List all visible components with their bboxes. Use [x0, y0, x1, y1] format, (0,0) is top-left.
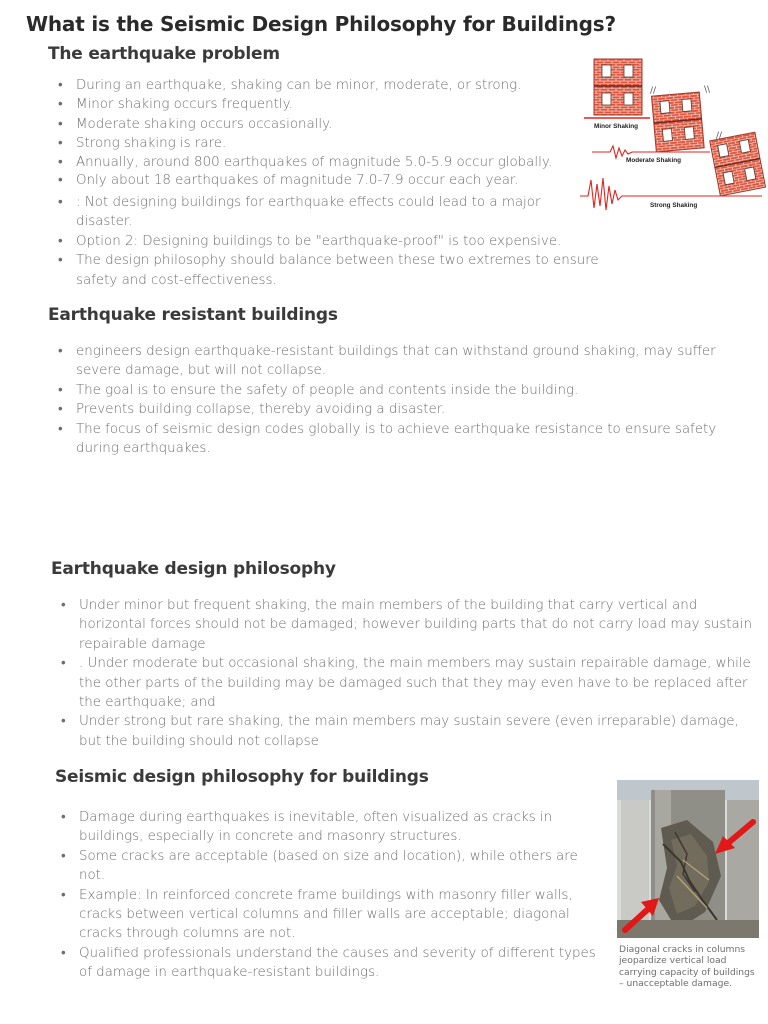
- label-moderate-shaking: Moderate Shaking: [626, 157, 682, 164]
- earthquake-problem-list: [48, 76, 618, 290]
- list-item: • Some cracks are acceptable (based on size and location), while others are not.: [51, 847, 596, 886]
- list-item: • The focus of seismic design codes globally is to achieve earthquake resistance to ensure safety during earthquakes.: [48, 420, 728, 459]
- svg-text://: //: [650, 86, 657, 96]
- label-minor-shaking: Minor Shaking: [594, 123, 639, 130]
- seismic-philosophy-list: [51, 808, 596, 983]
- page-title: What is the Seismic Design Philosophy for Buildings?: [26, 12, 616, 36]
- building-strong-shaking: [710, 132, 766, 196]
- list-item: • Only about 18 earthquakes of magnitude 7.0-7.9 occur each year.: [48, 171, 618, 190]
- list-item: • Strong shaking is rare.: [48, 134, 618, 153]
- heading-earthquake-resistant: Earthquake resistant buildings: [48, 305, 338, 325]
- svg-text:\\: \\: [704, 85, 711, 95]
- building-moderate-shaking: [651, 92, 704, 152]
- cracked-column-photo: [617, 780, 759, 938]
- list-item: • Under strong but rare shaking, the main members may sustain severe (even irreparable) damage, but the building should not collapse: [51, 712, 761, 751]
- list-item: • Damage during earthquakes is inevitable, often visualized as cracks in buildings, especially in concrete and masonry structures.: [51, 808, 596, 847]
- list-item: • . Under moderate but occasional shaking, the main members may sustain repairable damage, while the other parts of the building may be damaged such that they may even have to be replaced after the earthquake; and: [51, 654, 761, 712]
- list-item: • Minor shaking occurs frequently.: [48, 95, 618, 114]
- heading-design-philosophy: Earthquake design philosophy: [51, 559, 336, 579]
- list-item: • Annually, around 800 earthquakes of magnitude 5.0-5.9 occur globally.: [48, 154, 618, 171]
- earthquake-resistant-list: [48, 342, 728, 458]
- heading-seismic-philosophy: Seismic design philosophy for buildings: [55, 767, 429, 787]
- heading-earthquake-problem: The earthquake problem: [48, 44, 280, 64]
- list-item: • The design philosophy should balance between these two extremes to ensure safety and cost-effectiveness.: [48, 251, 608, 290]
- list-item: • Prevents building collapse, thereby avoiding a disaster.: [48, 400, 728, 419]
- list-item: • The goal is to ensure the safety of people and contents inside the building.: [48, 381, 728, 400]
- list-item: • During an earthquake, shaking can be minor, moderate, or strong.: [48, 76, 618, 95]
- list-item: • Under minor but frequent shaking, the main members of the building that carry vertical and horizontal forces should not be damaged; however building parts that do not carry load may sustain repairable damage: [51, 596, 761, 654]
- label-strong-shaking: Strong Shaking: [650, 202, 698, 209]
- list-item: • Moderate shaking occurs occasionally.: [48, 115, 618, 134]
- svg-text://: //: [716, 131, 723, 141]
- building-minor-shaking: [594, 59, 642, 115]
- figure-caption: Diagonal cracks in columns jeopardize vertical load carrying capacity of buildings – unacceptable damage.: [619, 944, 755, 989]
- list-item: • Qualified professionals understand the causes and severity of different types of damage in earthquake-resistant buildings.: [51, 944, 596, 983]
- design-philosophy-list: [51, 596, 761, 751]
- list-item: • : Not designing buildings for earthquake effects could lead to a major disaster.: [48, 193, 568, 232]
- list-item: • Example: In reinforced concrete frame buildings with masonry filler walls, cracks between vertical columns and filler walls are acceptable; diagonal cracks through columns are not.: [51, 886, 596, 944]
- list-item: • Option 2: Designing buildings to be "earthquake-proof" is too expensive.: [48, 232, 618, 251]
- list-item: • engineers design earthquake-resistant buildings that can withstand ground shaking, may suffer severe damage, but will not collapse.: [48, 342, 728, 381]
- shaking-levels-figure: [580, 56, 766, 214]
